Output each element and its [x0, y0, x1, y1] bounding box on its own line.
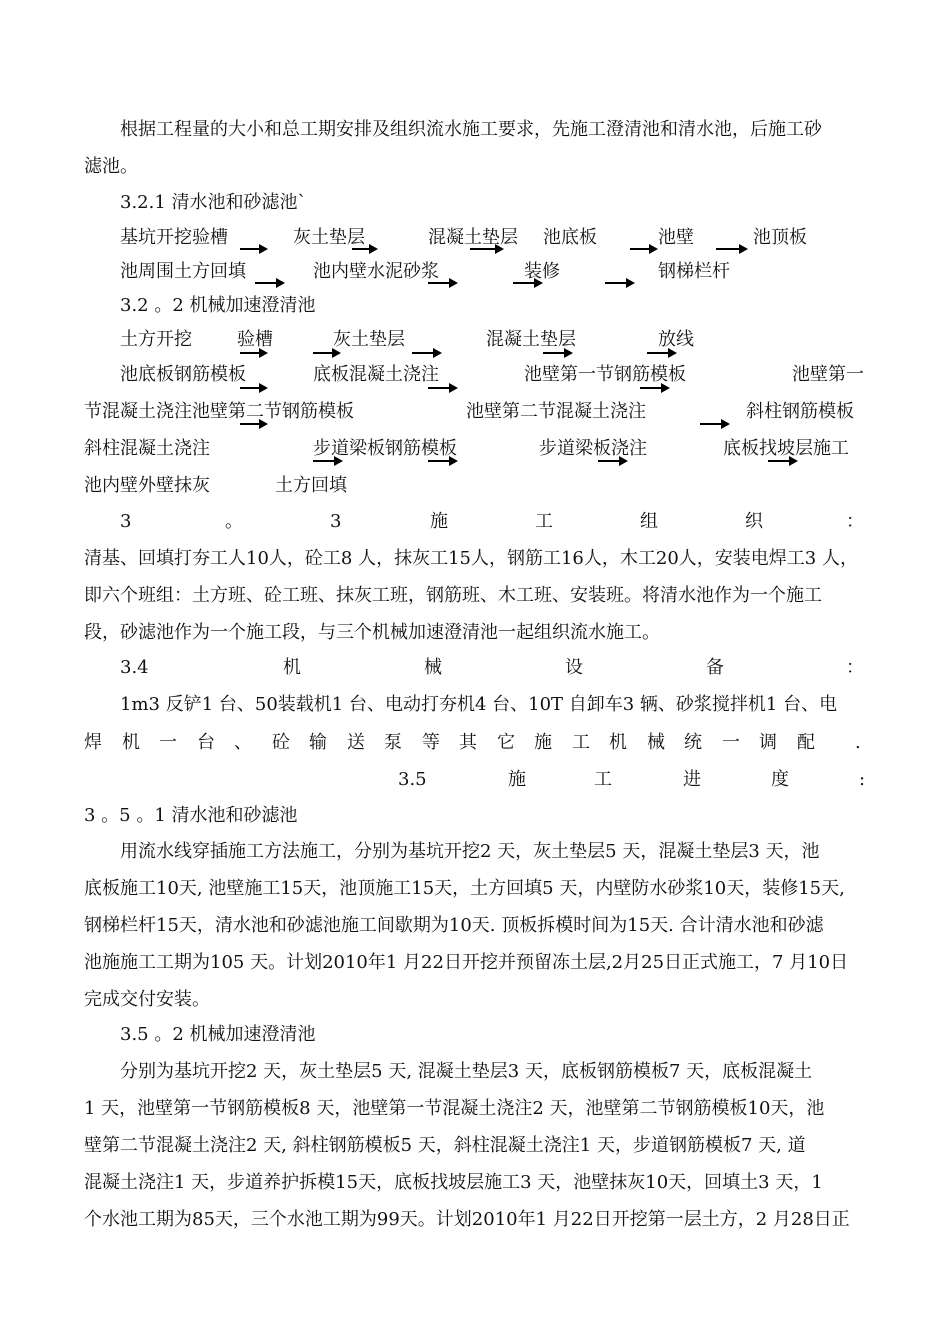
char: 机	[609, 732, 627, 753]
char: 台	[197, 732, 215, 753]
heading-char: 设	[565, 657, 583, 678]
flow-arrow-icon	[428, 387, 450, 389]
flow-step: 斜柱混凝土浇注	[84, 438, 210, 459]
heading-char: 备	[706, 657, 724, 678]
char: 施	[534, 732, 552, 753]
char: 统	[684, 732, 702, 753]
char: 它	[497, 732, 515, 753]
flow-step: 池顶板	[753, 227, 807, 248]
flow-arrow-icon	[605, 282, 627, 284]
flow-step: 池周围土方回填	[120, 261, 246, 282]
heading-char: 度	[771, 769, 789, 790]
flow-arrow-icon	[313, 460, 335, 462]
flow-step: 池壁第二节混凝土浇注	[466, 401, 646, 422]
flow-step: 池内壁外壁抹灰	[84, 475, 210, 496]
char: 调	[759, 732, 777, 753]
body-line: 分别为基坑开挖2 天，灰土垫层5 天, 混凝土垫层3 天，底板钢筋模板7 天，底板混凝土	[120, 1061, 813, 1082]
heading-char: 3.4	[120, 657, 149, 678]
body-line: 壁第二节混凝土浇注2 天, 斜柱钢筋模板5 天，斜柱混凝土浇注1 天，步道钢筋模板7 天, 道	[84, 1135, 806, 1156]
subsection-heading-3-5-2: 3.5 。2 机械加速澄清池	[120, 1024, 316, 1045]
body-line: 完成交付安装。	[84, 989, 210, 1010]
flow-arrow-icon	[647, 352, 669, 354]
intro-line-2: 滤池。	[84, 156, 138, 177]
heading-char: 组	[640, 511, 658, 532]
char: 输	[309, 732, 327, 753]
char: 焊	[84, 732, 102, 753]
body-line: 钢梯栏杆15天，清水池和砂滤池施工间歇期为10天. 顶板拆模时间为15天. 合计清水池和砂滤	[84, 915, 824, 936]
flow-arrow-icon	[470, 248, 496, 250]
flow-arrow-icon	[640, 387, 662, 389]
flow-step: 池内壁水泥砂浆	[313, 261, 439, 282]
body-line: 即六个班组：土方班、砼工班、抹灰工班，钢筋班、木工班、安装班。将清水池作为一个施工	[84, 585, 822, 606]
body-line: 1 天，池壁第一节钢筋模板8 天，池壁第一节混凝土浇注2 天，池壁第二节钢筋模板10天，池	[84, 1098, 825, 1119]
flow-step: 底板混凝土浇注	[313, 364, 439, 385]
flow-arrow-icon	[255, 282, 277, 284]
body-line: 段，砂滤池作为一个施工段，与三个机械加速澄清池一起组织流水施工。	[84, 622, 660, 643]
heading-char: 进	[683, 769, 701, 790]
flow-step: 灰土垫层	[333, 329, 405, 350]
flow-step: 池壁	[658, 227, 694, 248]
flow-step: 池底板	[543, 227, 597, 248]
flow-step: 土方开挖	[120, 329, 192, 350]
heading-char: ：	[846, 657, 864, 678]
body-line: 个水池工期为85天，三个水池工期为99天。计划2010年1 月22日开挖第一层土方，2 月28日正	[84, 1209, 850, 1230]
flow-step: 斜柱钢筋模板	[746, 401, 854, 422]
heading-char: 施	[508, 769, 526, 790]
flow-arrow-icon	[428, 282, 450, 284]
heading-char: 工	[535, 511, 553, 532]
heading-char: 械	[424, 657, 442, 678]
flow-step: 放线	[658, 329, 694, 350]
intro-line-1: 根据工程量的大小和总工期安排及组织流水施工要求，先施工澄清池和清水池，后施工砂	[120, 119, 822, 140]
char: 泵	[384, 732, 402, 753]
char: 工	[572, 732, 590, 753]
heading-char: 3.5	[398, 769, 427, 790]
flow-step: 步道梁板钢筋模板	[313, 438, 457, 459]
flow-arrow-icon	[513, 282, 535, 284]
heading-char: ：	[846, 511, 864, 532]
char: 送	[347, 732, 365, 753]
body-line: 混凝土浇注1 天，步道养护拆模15天，底板找坡层施工3 天，池壁抹灰10天，回填土3 天，1	[84, 1172, 823, 1193]
flow-step: 池壁第一节钢筋模板	[524, 364, 686, 385]
char: .	[855, 732, 861, 753]
section-heading-3-2-1: 3.2.1 清水池和砂滤池`	[120, 192, 307, 213]
heading-char: 。	[225, 511, 243, 532]
heading-char: 织	[745, 511, 763, 532]
flow-arrow-icon	[543, 352, 565, 354]
heading-char: 3	[120, 511, 132, 532]
flow-step: 池壁第一	[792, 364, 864, 385]
char: 一	[722, 732, 740, 753]
flow-arrow-icon	[240, 352, 260, 354]
flow-step: 步道梁板浇注	[539, 438, 647, 459]
flow-arrow-icon	[313, 352, 333, 354]
char: 机	[122, 732, 140, 753]
flow-arrow-icon	[716, 248, 740, 250]
body-line: 底板施工10天, 池壁施工15天，池顶施工15天，土方回填5 天，内壁防水砂浆10天，装修15天,	[84, 878, 845, 899]
flow-arrow-icon	[352, 248, 370, 250]
flow-arrow-icon	[428, 460, 450, 462]
flow-step: 混凝土垫层	[486, 329, 576, 350]
char: 械	[647, 732, 665, 753]
char: 、	[234, 732, 252, 753]
heading-char: 施	[430, 511, 448, 532]
flow-arrow-icon	[598, 460, 620, 462]
char: 等	[422, 732, 440, 753]
flow-arrow-icon	[240, 387, 260, 389]
heading-char: 工	[594, 769, 612, 790]
char: 配	[797, 732, 815, 753]
char: 其	[459, 732, 477, 753]
flow-step: 节混凝土浇注池壁第二节钢筋模板	[84, 401, 354, 422]
flow-step: 灰土垫层	[293, 227, 365, 248]
char: 一	[159, 732, 177, 753]
flow-step: 底板找坡层施工	[723, 438, 849, 459]
body-line: 池施施工工期为105 天。计划2010年1 月22日开挖并预留冻土层,2月25日正式施工，7 月10日	[84, 952, 849, 973]
body-line: 用流水线穿插施工方法施工，分别为基坑开挖2 天，灰土垫层5 天，混凝土垫层3 天，池	[120, 841, 820, 862]
flow-step: 钢梯栏杆	[658, 261, 730, 282]
flow-step: 池底板钢筋模板	[120, 364, 246, 385]
heading-char: :	[859, 769, 866, 790]
flow-step: 验槽	[237, 329, 273, 350]
flow-step: 混凝土垫层	[428, 227, 518, 248]
flow-step: 土方回填	[275, 475, 347, 496]
heading-char: 3	[330, 511, 342, 532]
flow-arrow-icon	[630, 248, 650, 250]
body-line: 1m3 反铲1 台、50装载机1 台、电动打夯机4 台、10T 自卸车3 辆、砂浆搅拌机1 台、电	[120, 694, 838, 715]
flow-step: 装修	[524, 261, 560, 282]
body-line: 清基、回填打夯工人10人，砼工8 人，抹灰工15人，钢筋工16人，木工20人，安装电焊工3 人，	[84, 548, 858, 569]
section-heading-3-2-2: 3.2 。2 机械加速澄清池	[120, 295, 316, 316]
flow-arrow-icon	[768, 460, 790, 462]
subsection-heading-3-5-1: 3 。5 。1 清水池和砂滤池	[84, 805, 298, 826]
flow-step: 基坑开挖验槽	[120, 227, 228, 248]
char: 砼	[272, 732, 290, 753]
flow-arrow-icon	[240, 423, 260, 425]
flow-arrow-icon	[700, 423, 722, 425]
flow-arrow-icon	[412, 352, 434, 354]
heading-char: 机	[283, 657, 301, 678]
flow-arrow-icon	[240, 248, 260, 250]
